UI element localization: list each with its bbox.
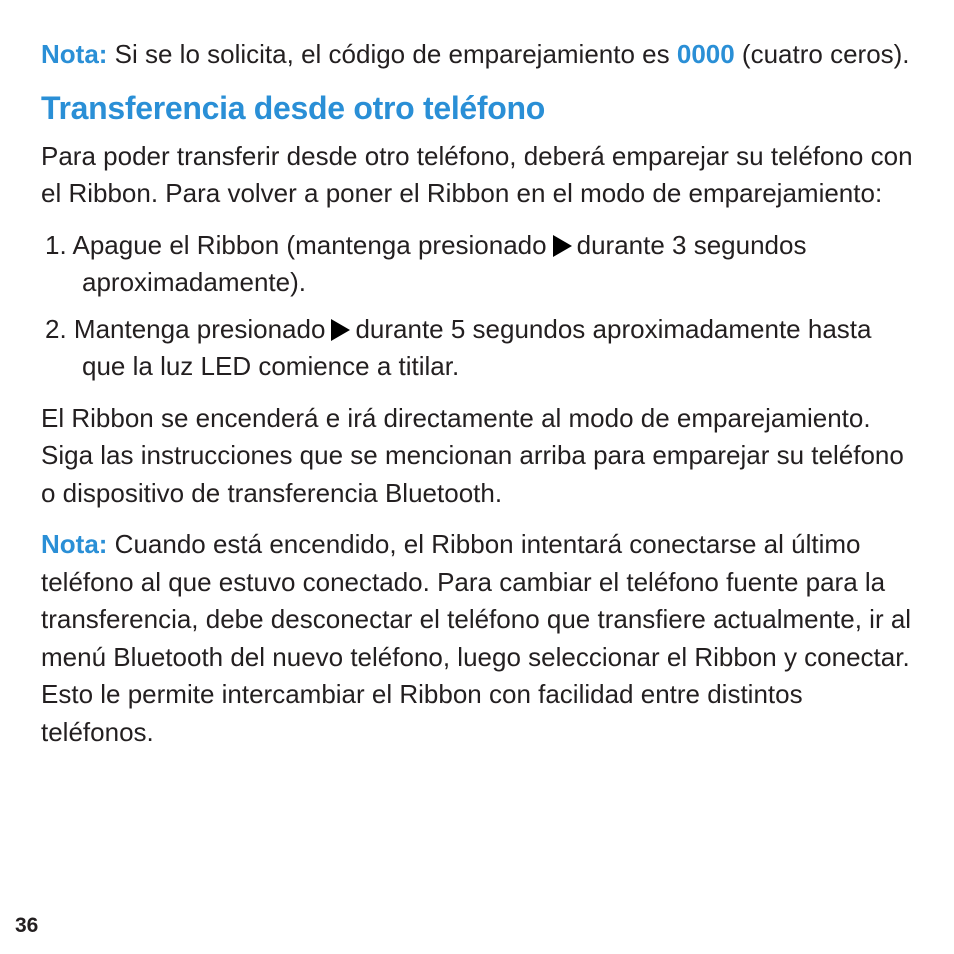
play-icon bbox=[331, 319, 350, 341]
steps-list bbox=[41, 227, 921, 386]
step-number: 1. bbox=[45, 229, 67, 260]
list-item bbox=[41, 227, 921, 302]
note-label: Nota: bbox=[41, 529, 108, 559]
note-label: Nota: bbox=[41, 39, 108, 69]
note-text-end: (cuatro ceros). bbox=[734, 39, 910, 69]
list-item bbox=[41, 311, 921, 386]
note-switch-phone bbox=[41, 526, 921, 751]
pairing-mode-paragraph: El Ribbon se encenderá e irá directamente al modo de emparejamiento. Siga las instrucciones que se mencionan arriba para emparejar su teléfono o dispositivo de transferencia Bluetooth. bbox=[41, 402, 904, 508]
step-text: Apague el Ribbon (mantenga presionado bbox=[72, 229, 547, 260]
step-number: 2. bbox=[45, 313, 67, 344]
play-icon bbox=[553, 235, 572, 257]
page-number: 36 bbox=[15, 914, 39, 937]
section-heading: Transferencia desde otro teléfono bbox=[41, 89, 546, 126]
step-text-continued: durante 3 segundos aproximadamente). bbox=[82, 229, 807, 297]
step-text-continued: durante 5 segundos aproximadamente hasta que la luz LED comience a titilar. bbox=[82, 313, 872, 381]
note-text: Si se lo solicita, el código de emparejamiento es bbox=[107, 39, 677, 69]
step-text: Mantenga presionado bbox=[73, 313, 326, 344]
note-text: Cuando está encendido, el Ribbon intentará conectarse al último teléfono al que estuvo conectado. Para cambiar el teléfono fuente para la transferencia, debe desconectar el teléfono que transfiere actualmente, ir al menú Bluetooth del nuevo teléfono, luego seleccionar el Ribbon y conectar. Esto le permite intercambiar el Ribbon con facilidad entre distintos teléfonos. bbox=[41, 529, 912, 747]
page-content bbox=[41, 36, 921, 751]
intro-paragraph: Para poder transferir desde otro teléfono, deberá emparejar su teléfono con el Ribbon. Para volver a poner el Ribbon en el modo de emparejamiento: bbox=[41, 140, 913, 208]
note-pairing-code bbox=[41, 36, 921, 74]
pairing-code: 0000 bbox=[676, 39, 735, 69]
